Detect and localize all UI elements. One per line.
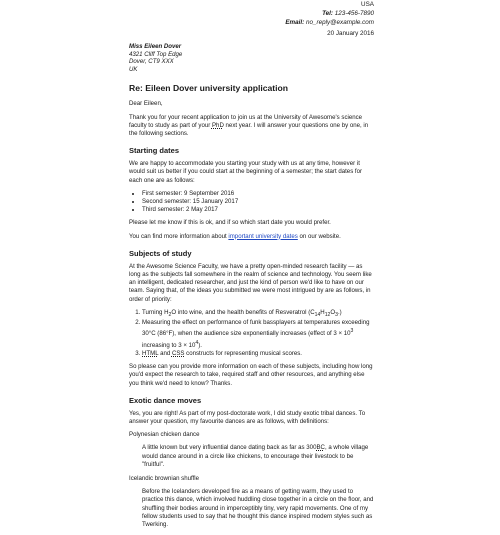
- dance-definition: Before the Icelanders developed fire as a means of getting warm, they used to practice this dance, which involved huddling close together in a circle on the floor, and shuffling their bodies around in imperceptibly tiny, very rapid movements. One of my fellow students used to say that he thought this dance inspired modern styles such as Twerking.: [142, 488, 374, 528]
- starting-dates-paragraph: We are happy to accommodate you starting your study with us at any time, however it would suit us better if you could start at the beginning of a semester; the start dates for each one are as follows:: [129, 160, 363, 184]
- recipient-name: Miss Eileen Dover: [129, 43, 182, 50]
- letter-date: 20 January 2016: [327, 30, 374, 37]
- sender-country: USA: [361, 1, 374, 8]
- subjects-paragraph: At the Awesome Science Faculty, we have a pretty open-minded research facility — as long as the subjects fall somewhere in the realm of science and technology. You seem like an intelligent, dedicated researcher, and just the kind of person we'd like to have on our team. Saying that, of the ideas you submitted we were most intrigued by are as follows, in order of priority:: [129, 262, 372, 303]
- html-abbreviation: HTML: [142, 349, 159, 357]
- recipient-line: UK: [129, 65, 138, 73]
- confirm-paragraph: Please let me know if this is ok, and if so which start date you would prefer.: [129, 219, 331, 227]
- university-dates-link[interactable]: important university dates: [228, 232, 298, 240]
- list-item: • Second semester: 15 January 2017: [142, 198, 374, 206]
- starting-dates-heading: Starting dates: [129, 146, 180, 156]
- dance-definition: A little known but very influential dance dating back as far as 300BC, a whole village would dance around in a circle like chickens, to encourage their livestock to be "fruitful".: [142, 444, 369, 468]
- subjects-heading: Subjects of study: [129, 248, 192, 258]
- list-item: • First semester: 9 September 2016: [142, 190, 374, 198]
- phone-number: 123-456-7890: [334, 10, 374, 17]
- dance-name: Polynesian chicken dance: [129, 431, 200, 439]
- list-item: 3. HTML and CSS constructs for representing musical scores.: [142, 350, 374, 358]
- more-info-paragraph: You can find more information about important university dates on our website.: [129, 232, 341, 240]
- subjects-outro: So please can you provide more information on each of these subjects, including how long you'd expect the research to take, required staff and other resources, and anything else you think we'd need to know? Thanks.: [129, 363, 373, 387]
- sender-phone: [285, 9, 374, 18]
- salutation: Dear Eileen,: [129, 100, 163, 108]
- recipient-line: 4321 Cliff Top Edge: [129, 50, 183, 58]
- letter-subject: Re: Eileen Dover university application: [129, 83, 289, 94]
- list-item: • Third semester: 2 May 2017: [142, 206, 374, 214]
- email-address: no_reply@example.com: [306, 19, 374, 26]
- email-label: Email:: [285, 19, 305, 26]
- css-abbreviation: CSS: [171, 349, 185, 357]
- sender-email: [285, 18, 374, 27]
- subjects-list: [129, 309, 374, 358]
- recipient-address: [129, 43, 374, 73]
- letter-body: [129, 43, 374, 535]
- list-item: 2. Measuring the effect on performance of funk bassplayers at temperatures exceeding 30°C (86°F), when the audience size exponentially increases (effect of $3 \times 10^3$ increasing to $3 \times 10^4$).: [142, 319, 374, 350]
- phd-abbreviation: PhD: [211, 121, 224, 129]
- semester-list: [129, 190, 374, 215]
- phone-label: Tel:: [322, 10, 334, 17]
- bc-abbreviation: BC: [316, 444, 325, 452]
- exotic-dance-heading: Exotic dance moves: [129, 395, 202, 405]
- sender-address: [285, 0, 374, 27]
- list-item: 1. Turning $H_2O$ into wine, and the health benefits of Resveratrol $(C_{14}H_{12}O_3.)$: [142, 309, 374, 319]
- exotic-dance-paragraph: Yes, you are right! As part of my post-doctorate work, I did study exotic tribal dances. To answer your question, my favourite dances are as follows, with definitions:: [129, 409, 366, 425]
- recipient-line: Dover, CT9 XXX: [129, 58, 174, 66]
- dance-name: Icelandic brownian shuffle: [129, 474, 200, 482]
- intro-paragraph: Thank you for your recent application to join us at the University of Awesome's science faculty to study as part of your PhD next year. I will answer your questions one by one, in the following sections.: [129, 113, 369, 137]
